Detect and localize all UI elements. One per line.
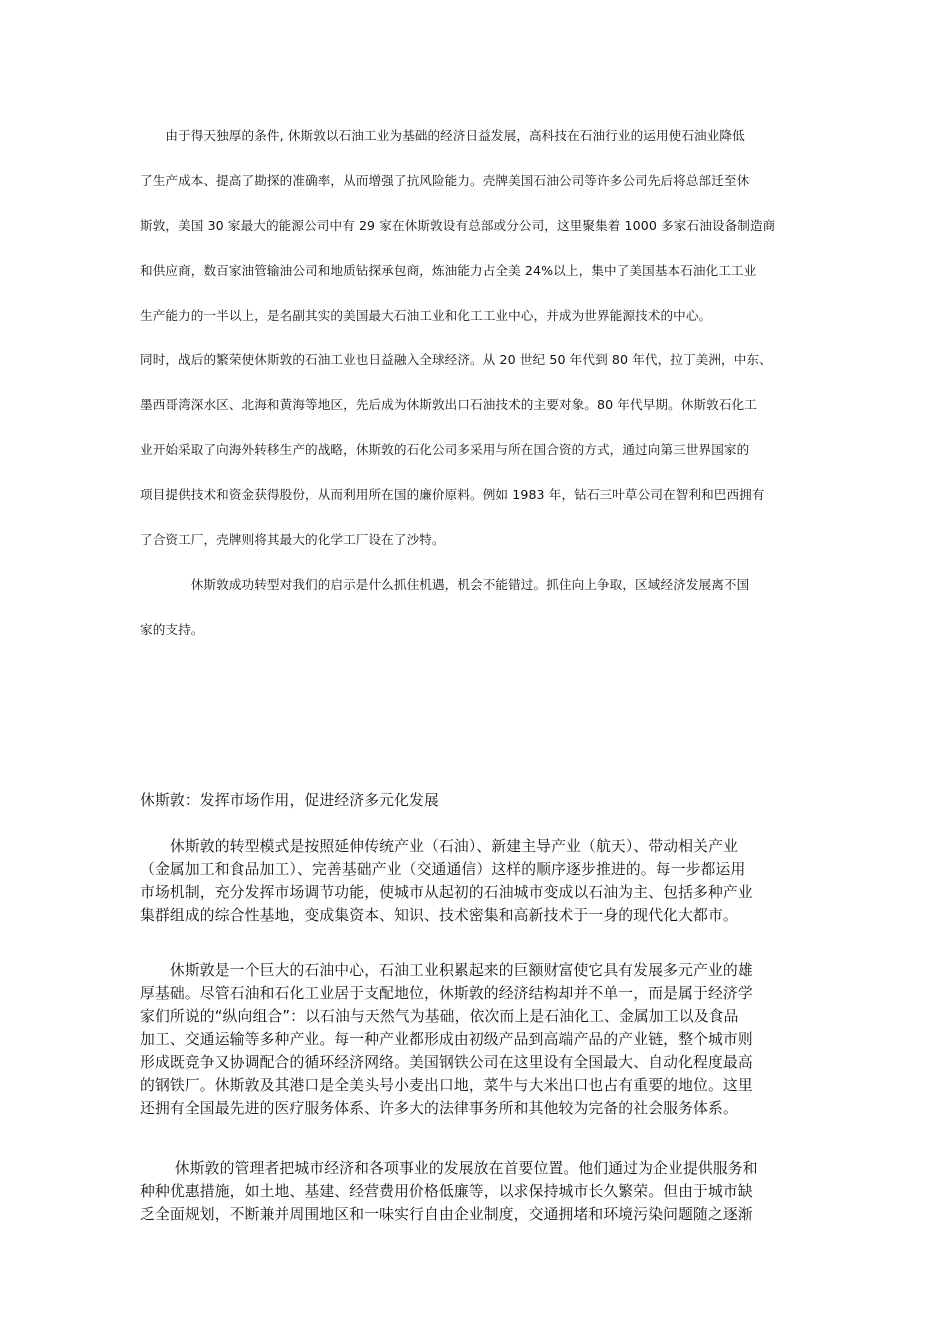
text-line: 休斯敦的转型模式是按照延伸传统产业（石油）、新建主导产业（航天）、带动相关产业 <box>140 838 739 855</box>
text-line: 了生产成本、提高了勘探的准确率，从而增强了抗风险能力。壳牌美国石油公司等许多公司先后将总部迁至休 <box>140 173 750 188</box>
text-line: 家们所说的“纵向组合”：以石油与天然气为基础，依次而上是石油化工、金属加工以及食品 <box>140 1008 739 1025</box>
text-line: 休斯敦成功转型对我们的启示是什么抓住机遇，机会不能错过。抓住向上争取，区域经济发展离不国 <box>140 577 750 592</box>
text-line: 集群组成的综合性基地，变成集资本、知识、技术密集和高新技术于一身的现代化大都市。 <box>140 907 738 924</box>
text-line: 形成既竞争又协调配合的循环经济网络。美国钢铁公司在这里设有全国最大、自动化程度最高 <box>140 1054 753 1071</box>
text-line: 休斯敦是一个巨大的石油中心，石油工业积累起来的巨额财富使它具有发展多元产业的雄 <box>140 962 753 979</box>
text-line: 厚基础。尽管石油和石化工业居于支配地位，休斯敦的经济结构却并不单一，而是属于经济学 <box>140 985 753 1002</box>
text-line: 项目提供技术和资金获得股份，从而利用所在国的廉价原料。例如 1983 年，钻石三叶草公司在智利和巴西拥有 <box>140 487 765 502</box>
text-line: 业开始采取了向海外转移生产的战略，休斯敦的石化公司多采用与所在国合资的方式，通过向第三世界国家的 <box>140 442 750 457</box>
section-heading: 休斯敦：发挥市场作用，促进经济多元化发展 <box>140 792 439 809</box>
text-line: 休斯敦的管理者把城市经济和各项事业的发展放在首要位置。他们通过为企业提供服务和 <box>140 1160 758 1177</box>
text-line: 还拥有全国最先进的医疗服务体系、许多大的法律事务所和其他较为完备的社会服务体系。 <box>140 1100 738 1117</box>
text-line: 斯敦，美国 30 家最大的能源公司中有 29 家在休斯敦设有总部或分公司，这里聚集着 1000 多家石油设备制造商 <box>140 218 776 233</box>
text-line: 墨西哥湾深水区、北海和黄海等地区，先后成为休斯敦出口石油技术的主要对象。80 年代早期。休斯敦石化工 <box>140 397 757 412</box>
text-line: 了合资工厂，壳牌则将其最大的化学工厂设在了沙特。 <box>140 532 445 547</box>
text-line: 由于得天独厚的条件, 休斯敦以石油工业为基础的经济日益发展，高科技在石油行业的运用使石油业降低 <box>140 128 745 143</box>
text-line: 家的支持。 <box>140 622 204 637</box>
text-line: 同时，战后的繁荣使休斯敦的石油工业也日益融入全球经济。从 20 世纪 50 年代到 80 年代，拉丁美洲，中东、 <box>140 352 772 367</box>
text-line: 种种优惠措施，如土地、基建、经营费用价格低廉等，以求保持城市长久繁荣。但由于城市缺 <box>140 1183 753 1200</box>
text-line: 乏全面规划，不断兼并周围地区和一味实行自由企业制度，交通拥堵和环境污染问题随之逐渐 <box>140 1206 753 1223</box>
text-line: 和供应商，数百家油管输油公司和地质钻探承包商，炼油能力占全美 24%以上，集中了美国基本石油化工工业 <box>140 263 757 278</box>
text-line: 的钢铁厂。休斯敦及其港口是全美头号小麦出口地，菜牛与大米出口也占有重要的地位。这里 <box>140 1077 753 1094</box>
text-line: 生产能力的一半以上，是名副其实的美国最大石油工业和化工工业中心，并成为世界能源技术的中心。 <box>140 308 712 323</box>
text-line: 市场机制，充分发挥市场调节功能，使城市从起初的石油城市变成以石油为主、包括多种产业 <box>140 884 753 901</box>
text-line: 加工、交通运输等多种产业。每一种产业都形成由初级产品到高端产品的产业链，整个城市则 <box>140 1031 753 1048</box>
text-line: （金属加工和食品加工）、完善基础产业（交通通信）这样的顺序逐步推进的。每一步都运用 <box>140 861 746 878</box>
